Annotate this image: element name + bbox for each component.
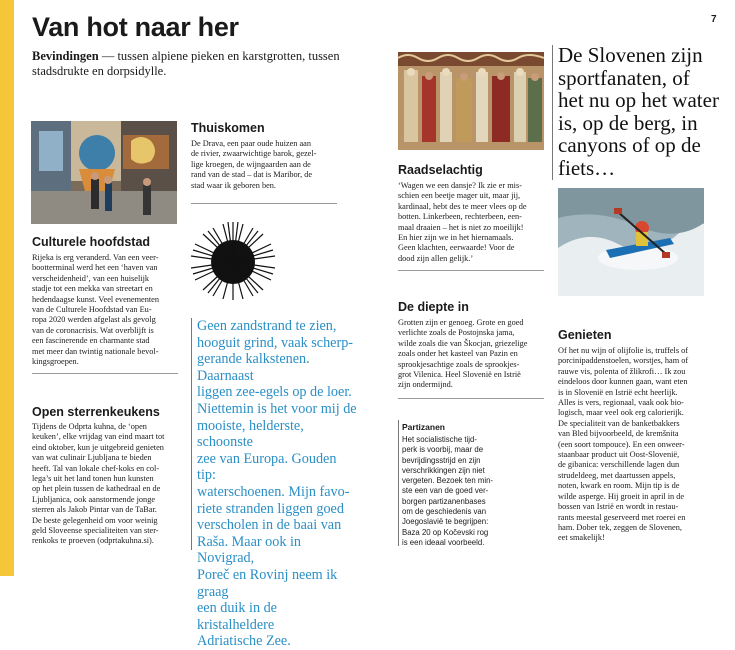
text-line: ste een van de goed ver- bbox=[402, 486, 489, 496]
text-line: van wat culinair Ljubljana te bieden bbox=[32, 453, 152, 463]
kayaker-photo bbox=[558, 188, 704, 296]
quote-line: Niettemin is het voor mij de bbox=[197, 400, 357, 417]
text-line: noten, kwark en room. Mijn tip is de bbox=[558, 481, 680, 491]
text-line: Of het nu wijn of olijfolie is, truffels of bbox=[558, 346, 689, 355]
text-line: Ljubljanica, ook aanstormende jonge bbox=[32, 494, 156, 504]
text-line: eind oktober, kun je uitgebreid genieten bbox=[32, 442, 164, 452]
text-line: schien een beetje mager uit, maar jij, bbox=[398, 191, 521, 201]
text-line: ‘Wagen we een dansje? Ik zie er mis- bbox=[398, 181, 522, 190]
text-line: verschrikkingen zijn niet bbox=[402, 465, 485, 475]
quote-line: De Slovenen zijn bbox=[558, 43, 703, 67]
quote-line: een duik in de kristalheldere bbox=[197, 600, 277, 633]
text-line: Rijeka is erg veranderd. Van een veer- bbox=[32, 253, 159, 262]
text-line: En hier zijn we in het hiernamaals. bbox=[398, 233, 514, 243]
text-line: is een ideaal voorbeeld. bbox=[402, 537, 485, 547]
genieten-text bbox=[558, 346, 728, 544]
text-line: sprookjesachtige zoals de sprookjes- bbox=[398, 359, 520, 369]
text-line: is in Slovenië en Istrië echt heerlijk. bbox=[558, 387, 678, 397]
sidebar-bar bbox=[398, 420, 399, 546]
genieten-heading: Genieten bbox=[558, 328, 612, 342]
quote-line: Adriatische Zee. bbox=[197, 633, 291, 650]
quote-bar bbox=[552, 45, 553, 180]
text-line: rants meestal geserveerd met roerei en bbox=[558, 512, 686, 522]
quote-line: gerande kalkstenen. Daarnaast bbox=[197, 351, 310, 384]
text-line: rand van de stad – dat is Maribor, de bbox=[191, 170, 313, 180]
text-line: porcinipaddenstoelen, worstjes, ham of bbox=[558, 356, 689, 366]
accent-strip bbox=[0, 0, 14, 576]
text-line: ropa 2020 werden afgelast als gevolg bbox=[32, 315, 156, 325]
text-line: maal draaien – het is niet zo moeilijk! bbox=[398, 222, 524, 232]
text-line: (een soort tompouce). En een onweer- bbox=[558, 439, 685, 449]
diepte-text bbox=[398, 318, 550, 391]
text-line: wilde asperge. Hij groeit in april in de bbox=[558, 491, 685, 501]
text-line: botten. Linkerbeen, rechterbeen, een- bbox=[398, 212, 522, 222]
text-line: van de Culturele Hoofdstad van Eu- bbox=[32, 305, 152, 315]
quote-line: Poreč en Rovinj neem ik graag bbox=[197, 566, 338, 600]
quote-line: is, op de berg, in bbox=[558, 110, 698, 135]
divider bbox=[32, 373, 178, 374]
divider bbox=[398, 270, 544, 271]
text-line: verlichte zoals de Postojnska jama, bbox=[398, 328, 515, 338]
text-line: om de geschiedenis van bbox=[402, 507, 487, 517]
text-line: een fascinerende en charmante stad bbox=[32, 336, 150, 346]
text-line: De beste gelegenheid om voor weinig bbox=[32, 515, 158, 525]
blue-quote bbox=[197, 318, 357, 650]
raadselachtig-text bbox=[398, 181, 548, 264]
quote-line: verscholen in de baai van bbox=[197, 517, 342, 534]
text-line: verscheidenheid’, van een huiselijk bbox=[32, 273, 150, 283]
page-number: 7 bbox=[711, 14, 717, 25]
text-line: de rivier, zwaarwichtige barok, gezel- bbox=[191, 149, 317, 159]
text-line: Alles is vers, regionaal, vaak ook bio- bbox=[558, 398, 684, 408]
intro-body: — tussen alpiene pieken en karstgrotten, tussen stadsdrukte en dorpsidylle. bbox=[32, 49, 340, 78]
text-line: heeft. Tal van lokale chef-koks en col- bbox=[32, 463, 160, 473]
quote-bar bbox=[191, 318, 192, 550]
text-line: met meer dan twintig nationale bevol- bbox=[32, 346, 159, 356]
street-art-photo bbox=[31, 121, 177, 224]
text-line: bossen van Istrië en wordt in restau- bbox=[558, 502, 679, 512]
text-line: geld Sloveense specialiteiten van ster- bbox=[32, 526, 159, 536]
text-line: kingsgroepen. bbox=[32, 357, 79, 367]
quote-line: mooiste, helderste, schoonste bbox=[197, 417, 304, 451]
sterren-text bbox=[32, 422, 184, 547]
text-line: Joegoslavië te begrijpen: bbox=[402, 517, 489, 527]
text-line: stad waar ik geboren ben. bbox=[191, 180, 277, 190]
text-line: renkoks te proeven (odprtakuhna.si). bbox=[32, 536, 154, 546]
quote-line: zee van Europa. Gouden tip: bbox=[197, 450, 337, 484]
quote-line: het nu op het water bbox=[558, 88, 719, 112]
text-line: vergeten. Bezoek ten min- bbox=[402, 476, 494, 486]
dance-of-death-fresco bbox=[398, 52, 544, 150]
text-line: Grotten zijn er genoeg. Grote en goed bbox=[398, 318, 524, 327]
text-line: op het plein tussen de kathedraal en de bbox=[32, 484, 161, 494]
divider bbox=[191, 203, 337, 204]
quote-line: canyons of op de bbox=[558, 133, 701, 157]
diepte-heading: De diepte in bbox=[398, 300, 469, 314]
text-line: de gibanica: verschillende lagen dun bbox=[558, 460, 680, 470]
quote-line: Geen zandstrand te zien, bbox=[197, 318, 337, 334]
text-line: keuken’, elke vrijdag van eind maart tot bbox=[32, 432, 165, 442]
culturele-text bbox=[32, 253, 182, 367]
text-line: zoals onder het kasteel van Pazin en bbox=[398, 349, 518, 359]
text-line: hedendaagse kunst. Veel evenementen bbox=[32, 294, 160, 304]
quote-line: liggen zee-egels op de loer. bbox=[197, 384, 352, 401]
sterren-heading: Open sterrenkeukens bbox=[32, 405, 160, 419]
text-line: kardinaal, hebt des te meer vlees op de bbox=[398, 201, 527, 211]
text-line: Het socialistische tijd- bbox=[402, 435, 477, 444]
text-line: Tijdens de Odprta kuhna, de ‘open bbox=[32, 422, 147, 431]
text-line: dood zijn allen gelijk.’ bbox=[398, 253, 474, 263]
big-quote bbox=[558, 44, 733, 179]
text-line: Baza 20 op Kočevski rog bbox=[402, 527, 489, 537]
thuiskomen-text bbox=[191, 139, 341, 191]
text-line: eet smakelijk! bbox=[558, 533, 605, 543]
text-line: eindeloos door kunnen gaan, want eten bbox=[558, 377, 688, 387]
text-line: van de coronacrisis. Wat overblijft is bbox=[32, 325, 154, 335]
quote-line: hooguit grind, vaak scherp- bbox=[197, 334, 354, 351]
quote-line: riete stranden liggen goed bbox=[197, 500, 344, 517]
text-line: staanbaar product uit Oost-Slovenië, bbox=[558, 450, 680, 460]
sea-urchin-illustration bbox=[187, 222, 279, 302]
text-line: ham. Dober tek, zeggen de Slovenen, bbox=[558, 522, 682, 532]
quote-line: sportfanaten, of bbox=[558, 65, 690, 90]
text-line: logisch, maar veel ook erg calorierijk. bbox=[558, 408, 684, 418]
text-line: wilde zoals die van Škocjan, griezelige bbox=[398, 338, 528, 348]
quote-line: Raša. Maar ook in Novigrad, bbox=[197, 533, 302, 567]
text-line: grot Vilenica. Heel Slovenië en Istrië bbox=[398, 370, 521, 380]
intro-text bbox=[32, 49, 362, 79]
text-line: sterren als Jakob Pintar van de TaBar. bbox=[32, 505, 157, 515]
text-line: lige kroegen, de wijngaarden aan de bbox=[191, 159, 311, 169]
text-line: bootterminal werd het een ‘haven van bbox=[32, 263, 158, 273]
culturele-heading: Culturele hoofdstad bbox=[32, 235, 151, 249]
text-line: lega’s uit het land tonen hun kunsten bbox=[32, 474, 154, 484]
text-line: perk is voorbij, maar de bbox=[402, 445, 484, 455]
partizanen-heading: Partizanen bbox=[402, 422, 445, 432]
text-line: Geen klachten, eerwaarde! Voor de bbox=[398, 243, 515, 253]
raadselachtig-heading: Raadselachtig bbox=[398, 163, 483, 177]
divider bbox=[398, 398, 544, 399]
text-line: van Bled bijvoorbeeld, de kremšnita bbox=[558, 429, 679, 439]
quote-line: fiets… bbox=[558, 155, 616, 180]
text-line: De specialiteit van de banketbakkers bbox=[558, 418, 680, 428]
page-title: Van hot naar her bbox=[32, 12, 239, 42]
partizanen-text bbox=[402, 435, 512, 548]
text-line: borgen partizanenbases bbox=[402, 496, 486, 506]
text-line: bevrijdingsstrijd en zijn bbox=[402, 455, 481, 465]
text-line: rauwe vis, polenta of žlikrofi… Ik zou bbox=[558, 366, 686, 376]
text-line: zijn ondermijnd. bbox=[398, 380, 453, 390]
text-line: De Drava, een paar oude huizen aan bbox=[191, 139, 312, 148]
intro-bold: Bevindingen bbox=[32, 49, 99, 63]
thuiskomen-heading: Thuiskomen bbox=[191, 121, 265, 135]
quote-line: waterschoenen. Mijn favo- bbox=[197, 483, 350, 500]
text-line: stadje tot een mekka van streetart en bbox=[32, 284, 153, 294]
text-line: strudeldeeg, met daartussen appels, bbox=[558, 470, 676, 480]
